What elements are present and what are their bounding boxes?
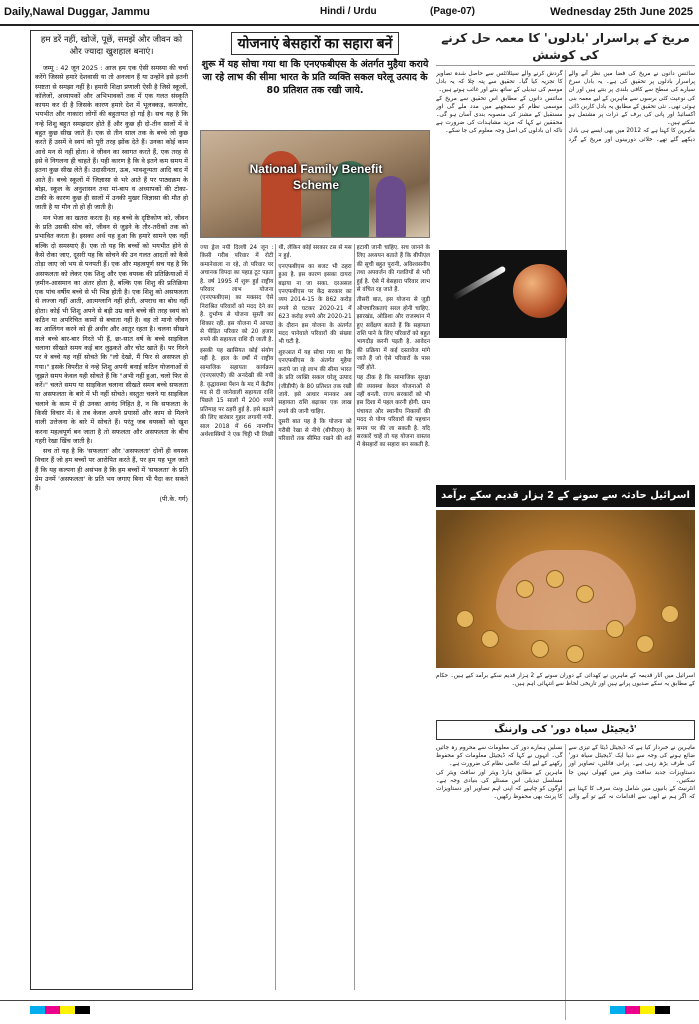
urdu-paragraph: سائنس دانوں کے مطابق اس تحقیق سے مریخ کے موسمی نظام کو سمجھنے میں مدد ملے گی اور مستقبل کے مشنز کی منصوبہ بندی آسان ہو گی۔ محققین نے کہا کہ مزید مشاہدات کی ضرورت ہے تاکہ ان بادلوں کی اصل وجہ معلوم کی جا سکے۔ xyxy=(436,95,563,135)
urdu-paragraph: اسرائیل میں آثار قدیمہ کے ماہرین نے کھدائی کے دوران سونے کے 2 ہزار قدیم سکے برآمد کیے ہیں۔ حکام کے مطابق یہ سکے صدیوں پرانے ہیں اور تاریخی لحاظ سے انتہائی اہم ہیں۔ xyxy=(436,673,695,688)
center-paragraph: तीसरी बात, इस योजना से जुड़ी औपचारिकताएं सरल होनी चाहिए. झारखंड, ओडिशा और राजस्थान में हुए सर्वेक्षण बताते हैं कि सहायता राशि पाने के लिए परिवारों को बहुत भागदौड़ करनी पड़ती है. आवेदन की प्रक्रिया में कई दस्तावेज मांगे जाते हैं जो ऐसे परिवारों के पास नहीं होते. xyxy=(356,297,430,371)
left-paragraph: सच तो यह है कि 'सफलता' और 'असफलता' दोनों ही वयस्क विचार हैं जो हम बच्चों पर आरोपित करते हैं, पर हम यह भूल जाते हैं कि यह कल्पना ही असंभव है कि हम बच्चों में 'सफलता' के प्रति प्रेम उनमें 'असफलता' के प्रति भय जगाए बिना भी पैदा कर सकते हैं। xyxy=(35,447,188,493)
coin xyxy=(516,580,534,598)
masthead xyxy=(0,0,699,28)
issue-date: Wednesday 25th June 2025 xyxy=(550,6,693,18)
urdu-paragraph: سائنس دانوں نے مریخ کی فضا میں نظر آنے والے پراسرار بادلوں پر تحقیق کی ہے۔ یہ بادل سرخ سیارے کی سطح سے کافی بلندی پر بنتے ہیں اور ان کی نوعیت کئی برسوں سے ماہرین کے لیے معمہ بنی ہوئی تھی۔ نئی تحقیق کے مطابق یہ بادل کاربن ڈائی آکسائیڈ اور پانی کی برف کے ذرات پر مشتمل ہو سکتے ہیں۔ xyxy=(568,71,695,127)
coin xyxy=(566,645,584,663)
paper-name: Daily,Nawal Duggar, Jammu xyxy=(4,6,150,18)
section-label: Hindi / Urdu xyxy=(320,6,377,17)
masthead-rule xyxy=(0,24,699,26)
center-paragraph: एनएफबीएस का बजट भी ठहरा हुआ है. इस कारण इसका दायरा बढ़ाया ना जा सका. दरअसल एनएफबीएस पर केंद्र सरकार का व्यय 2014-15 के 862 करोड़ रुपये से घटकर 2020-21 में 623 करोड़ रुपये और 2020-21 के दौरान इस योजना के अंतर्गत मदद पानेवाले परिवारों की संख्या भी घटी है. xyxy=(278,263,352,346)
center-article-subtitle: शुरू में यह सोचा गया था कि एनएफबीएस के अंतर्गत मुहैया कराये जा रहे लाभ की सीमा भारत के प्रति व्यक्ति सकल घरेलू उत्पाद के 80 प्रतिशत तक रखी जाये. xyxy=(201,59,429,96)
page-number: (Page-07) xyxy=(430,6,476,17)
color-registration-mark xyxy=(30,1006,90,1014)
author-signature: (पी.के. गर्ग) xyxy=(159,494,188,503)
footer-rule xyxy=(0,1000,699,1001)
coin xyxy=(606,620,624,638)
mars-headline: مریخ کے پراسرار 'بادلوں' کا معمہ حل کرنے کی کوشش xyxy=(436,30,695,66)
coins-article xyxy=(436,672,695,717)
mars-planet xyxy=(513,264,567,318)
coin xyxy=(576,585,594,603)
scheme-photo-caption: National Family Benefit Scheme xyxy=(249,162,383,192)
center-paragraph: इसकी यह खासियत कोई संयोग नहीं है. हाल के वर्षों में राष्ट्रीय सामाजिक सहायता कार्यक्रम (एनएसएपी) की अनदेखी की गयी है. वृद्धावस्था पेंशन के मद में केंद्रीय मद से दी जानेवाली सहायता राशि पिछले 15 सालों में 200 रुपये प्रतिमाह पर ठहरी हुई है. इसे बढ़ाने की लिए बारंबार गुहार लगायी गयी. साल 2018 में 66 नामचीन अर्थशास्त्रियों ने एक चिट्ठी भी लिखी थी, लेकिन कोई सरकार टस से मस न हुई. xyxy=(200,245,352,438)
mars-photo xyxy=(439,250,567,338)
coin xyxy=(531,640,549,658)
center-article-header xyxy=(200,32,430,124)
urdu-paragraph: ماہرین نے خبردار کیا ہے کہ ڈیجیٹل ڈیٹا کے تیزی سے ضائع ہونے کی وجہ سے دنیا ایک 'ڈیجیٹل سیاہ دور' کی طرف بڑھ رہی ہے۔ پرانی فائلیں، تصاویر اور دستاویزات جدید سافٹ ویئر میں کھولی نہیں جا سکتیں۔ xyxy=(568,745,695,784)
scheme-photo xyxy=(200,130,430,238)
urdu-section xyxy=(436,30,695,990)
comet-streak xyxy=(452,265,507,300)
center-paragraph: ज्या ड्रेज नयी दिल्ली 24 जून : किसी गरीब परिवार में रोटी कमानेवाला ना रहे, तो परिवार पर अचानक विपदा का पहाड़ टूट पड़ता है. वर्ष 1995 में शुरू हुई राष्ट्रीय परिवार लाभ योजना (एनएफबीएस) का मकसद ऐसे निराश्रित परिवारों को मदद देने का है. दुर्भाग्य से योजना सुस्ती का शिकार रही. इस योजना में आपदा से पीड़ित परिवार को 20 हजार रुपये की सहायता राशि दी जाती है. xyxy=(200,245,274,344)
center-paragraph: शुरुआत में यह सोचा गया था कि एनएफबीएस के अंतर्गत मुहैया कराये जा रहे लाभ की सीमा भारत के प्रति व्यक्ति सकल घरेलू उत्पाद (जीडीपी) के 80 प्रतिशत तक रखी जाये. इसे आधार मानकर अब सहायता राशि बढ़ाकर एक लाख रुपये की जानी चाहिए. xyxy=(278,349,352,415)
left-article-body xyxy=(35,64,188,504)
urdu-paragraph: ماہرین کے مطابق ہارڈ ویئر اور سافٹ ویئر کی مسلسل تبدیلی اس مسئلے کی بنیادی وجہ ہے۔ لوگوں کو چاہیے کہ اپنی اہم تصاویر اور دستاویزات کا پرنٹ بھی محفوظ رکھیں۔ xyxy=(436,769,563,801)
center-paragraph: दूसरी बात यह है कि योजना को गरीबी रेखा से नीचे (बीपीएल) के परिवारों तक सीमित रखने की शर्त हटायी जानी चाहिए. सच जानने के लिए अध्ययन बताते हैं कि बीपीएल की सूची बहुत पुरानी, अविश्वसनीय तथा अपवर्जन की गलतियों से भरी हुई है. ऐसे में बेसहारा परिवार लाभ से वंचित रह जाते हैं. xyxy=(278,245,430,442)
digital-dark-age-article xyxy=(436,744,695,1020)
urdu-paragraph: ماہرین کا کہنا ہے کہ 2012 میں بھی ایسے ہی بادل دیکھے گئے تھے۔ خلائی دوربینوں اور مریخ کے گرد گردش کرنے والے سیٹلائٹس سے حاصل شدہ تصاویر کا تجزیہ کیا گیا۔ تحقیق سے پتہ چلا کہ یہ بادل موسم کی تبدیلی کے ساتھ بنتے اور غائب ہوتے ہیں۔ xyxy=(436,71,695,143)
left-paragraph: जम्मू : 42 जून 2025 : आज हम एक ऐसी समस्या की चर्चा करेंगे जिससे हमारे देशवासी या तो अनजान हैं या उन्होंने इसे इतनी स्पष्टता से समझा नहीं है। हमारी शिक्षा प्रणाली ऐसी है जिसे स्कूलों, कॉलेजों, अध्यापकों और अभिभावकों तक में एक गलत संस्कृति कायम कर दी है जिसके कारण हमारे देश में भूलक्कड़, कमजोर, भयभीत और नाकारा लोगों की बहुतायत हो गई है। सच यह है कि नन्हे शिशु बहुत समझदार होते हैं और कुछ ही दो-तीन सालों में वे बहुत कुछ सीख जाते हैं। एक से तीन साल तक के बच्चे जो कुछ करते हैं उसमें वे स्वयं को पूरी तरह झोंक देते हैं। उनका कोई काम आधे मन से नहीं होता। वे जीवन का स्वागत करते हैं, एक तरह से इसे वे निगलना ही चाहते हैं। यही कारण है कि वे इतने कम समय में इतना कुछ सीख लेते हैं। उदासीनता, ऊब, भावशून्यता आदि बाद में आते हैं। बच्चे स्कूलों में जिज्ञासा से भरे आते हैं पर पाठ्यक्रम के बोझ, स्कूल के अनुशासन तथा मां-बाप व अध्यापकों की टोका-टाकी के कारण कुछ ही सालों में उनकी मुखर जिज्ञासा की मौत हो जाती है या मौन तो हो ही जाती है। xyxy=(35,64,188,212)
left-article xyxy=(30,30,193,990)
left-paragraph: मन भेजा का खतरा करता है। वह बच्चे के दृष्टिकोण को, जीवन के प्रति उसकी सोच को, जीवन से जुड़ने के तौर-तरीकों तक को प्रभावित करता है। इसका अर्थ यह हुआ कि हमारे सामने एक नहीं बल्कि दो समस्याएं हैं। एक तो यह कि बच्चों को भयभीत होने से कैसे रोका जाए, दूसरी यह कि सोचने की उन गलत आदतों को कैसे तोड़ा जाए जो भय से पनपती हैं। एक और महत्वपूर्ण सच यह है कि असफलता को लेकर एक शिशु और एक वयस्क की प्रतिक्रियाओं में ज़मीन-आसमान का अंतर होता है, बल्कि एक शिशु की प्रतिक्रिया एक पांच वर्षीय बच्चे से भी भिन्न होती है। एक शिशु को असफलता से लज्जा नहीं आती, आत्मग्लानि नहीं होती, अपराध का बोध नहीं होता। कोई भी शिशु अपने से बड़ी उम्र वाले बच्चे की तरह स्वयं को कठिन या अपरिचित कामों से बचाता नहीं है। वह तो मानो जीवन का आलिंगन करने को ही अधीर और आतुर रहता है। चलना सीखने वाले बच्चे बार-बार गिरते भी हैं, छः-सात वर्ष के बच्चे साइकिल चलाना सीखते समय कई बार लुढ़कते और चोट खाते हैं। पर गिरने पर वे बच्चे यह नहीं सोचते कि "लो देखो, मैं फिर से असफल हो गया।" इसके विपरीत वे नन्हे शिशु अपनी बनाई कठिन योजनाओं से जूझते समय केवल यही सोचते हैं कि "अभी नहीं हुआ, चलो फिर से करें।" चलते समय या साइकिल चलाना सीखते समय बच्चे सफलता या असफलता के बारे में भी नहीं सोचते। वस्तुतः चलने या साइकिल चलाने के काम में ही उनका आनंद निहित है, न कि सफलता के किसी विचार में। वे तब केवल अपने प्रयासों और काम से मिलने वाली उत्तेजना के बारे में सोचते हैं। परंतु जब वयस्कों को खुश करना महत्वपूर्ण बन जाता है तो सफलता और असफलता के बीच गहरी रेखा खिंच जाती है। xyxy=(35,213,188,445)
coin xyxy=(481,630,499,648)
center-article-title: योजनाएं बेसहारों का सहारा बनें xyxy=(231,32,400,55)
urdu-paragraph: انٹرنیٹ کے بانیوں میں شامل ونٹ سرف کا کہنا ہے کہ اگر ہم نے ابھی سے اقدامات نہ کیے تو آنے والی نسلیں ہمارے دور کی معلومات سے محروم رہ جائیں گی۔ انہوں نے کہا کہ ڈیجیٹل معلومات کو محفوظ رکھنے کے لیے ایک عالمی نظام کی ضرورت ہے۔ xyxy=(436,745,695,801)
coins-headline: اسرائیل حادثہ سے سونے کے 2 ہزار قدیم سکے برآمد xyxy=(436,485,695,507)
center-paragraph: यह ठीक है कि सामाजिक सुरक्षा की व्यवस्था केवल योजनाओं से नहीं बनती. राज्य सरकारों को भी इस दिशा में पहल करनी होगी. ग्राम पंचायत और स्थानीय निकायों की मदद से योग्य परिवारों की पहचान समय पर की जा सकती है. यदि सरकारें चाहें तो यह योजना वास्तव में बेसहारों का सहारा बन सकती है. xyxy=(356,375,430,449)
left-article-heading: हम डरें नहीं, खोजें, पूछें, समझें और जीवन को और ज्यादा खुशहाल बनाएं। xyxy=(40,35,183,57)
digital-dark-age-headline: 'ڈیجیٹل سیاہ دور' کی وارننگ xyxy=(436,720,695,740)
gold-coins-photo xyxy=(436,510,695,668)
coin xyxy=(636,635,654,653)
center-article-body xyxy=(200,244,430,990)
coin xyxy=(456,610,474,628)
coin xyxy=(546,570,564,588)
color-registration-mark xyxy=(610,1006,670,1014)
coin xyxy=(661,605,679,623)
